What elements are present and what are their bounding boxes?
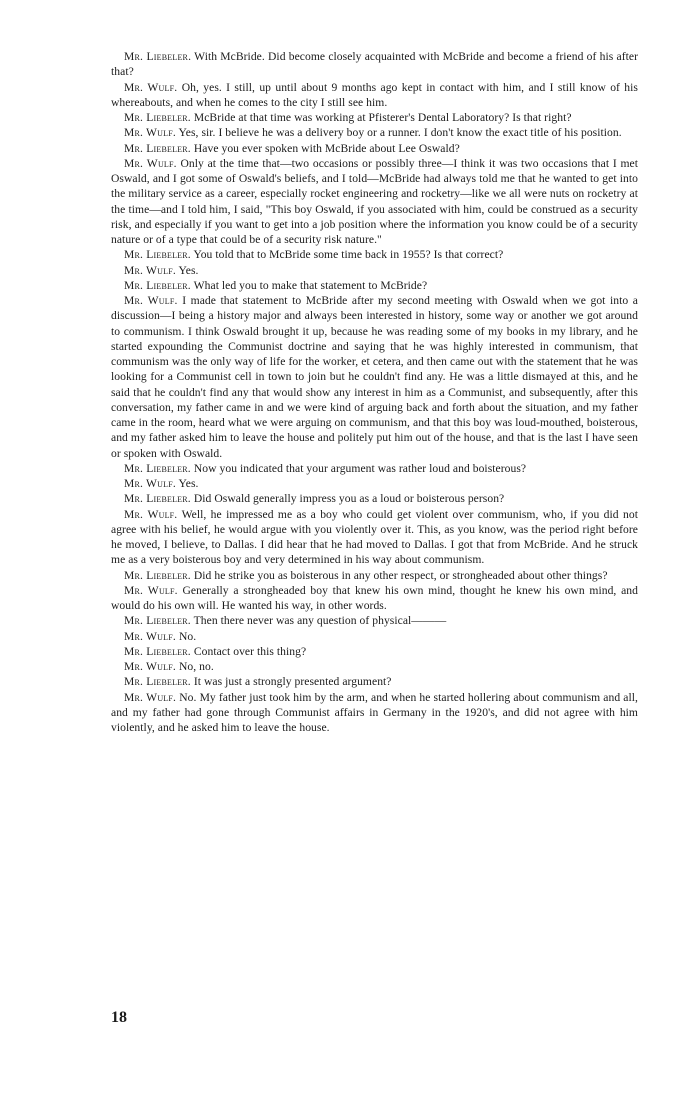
testimony-text: With McBride. Did become closely acquainted with McBride and become a friend of his after that?	[111, 50, 638, 79]
transcript-paragraph	[111, 644, 638, 659]
testimony-text: Well, he impressed me as a boy who could get violent over communism, who, if you did not agree with his belief, he would argue with you violently over it. This, as you know, was the period right before he moved, I believe, to Dallas. I did hear that he had moved to Dallas. I got that from McBride. And he struck me as a very boisterous boy and very determined in his way about communism.	[111, 507, 638, 567]
transcript-paragraph	[111, 491, 638, 506]
transcript-paragraph	[111, 278, 638, 293]
speaker-name: Mr. Liebeler.	[124, 278, 191, 292]
transcript-paragraph	[111, 293, 638, 461]
transcript-paragraph	[111, 156, 638, 248]
page-number: 18	[111, 1009, 127, 1026]
transcript-paragraph	[111, 141, 638, 156]
testimony-text: No.	[178, 629, 197, 643]
testimony-text: I made that statement to McBride after my second meeting with Oswald when we got into a discussion—I being a history major and always been interested in history, some way or another we got around to communism. I think Oswald brought it up, because he was reading some of my books in my library, and he started expounding the Communist doctrine and saying that he was highly interested in communism, that communism was the only way of life for the worker, et cetera, and then came out with the statement that he was looking for a Communist cell in town to join but he couldn't find any. He was a little dismayed at this, and he said that he couldn't find any that would show any interest in him as a Communist, and subsequently, after this conversation, my father came in and we were kind of arguing back and forth about the situation, and my father came in the room, heard what we were arguing on communism, and that this boy was loud-mouthed, boisterous, and my father asked him to leave the house and politely put him out of the house, and that is the last I have seen or spoken with Oswald.	[111, 294, 639, 460]
transcript-paragraph	[111, 125, 638, 140]
transcript-paragraph	[111, 247, 638, 262]
speaker-name: Mr. Liebeler.	[124, 141, 191, 155]
transcript-paragraph	[111, 263, 638, 278]
testimony-text: You told that to McBride some time back in 1955? Is that correct?	[193, 248, 504, 262]
speaker-name: Mr. Wulf.	[124, 80, 178, 94]
transcript-paragraph	[111, 461, 638, 476]
speaker-name: Mr. Liebeler.	[124, 50, 192, 63]
testimony-text: Now you indicated that your argument was rather loud and boisterous?	[193, 461, 527, 475]
transcript-paragraph	[111, 476, 638, 491]
transcript-paragraph	[111, 613, 638, 628]
testimony-text: No, no.	[178, 660, 214, 673]
speaker-name: Mr. Wulf.	[124, 583, 178, 597]
transcript-body	[111, 49, 638, 735]
speaker-name: Mr. Liebeler.	[124, 644, 191, 658]
testimony-text: No. My father just took him by the arm, and when he started hollering about communism and all, and my father had gone through Communist affairs in Germany in the 1920's, and did not agree with him violently, and he asked him to leave the house.	[111, 690, 638, 734]
testimony-text: Yes.	[178, 477, 199, 490]
transcript-paragraph	[111, 110, 638, 125]
transcript-paragraph	[111, 629, 638, 644]
speaker-name: Mr. Wulf.	[124, 660, 176, 673]
testimony-text: Did Oswald generally impress you as a loud or boisterous person?	[193, 492, 505, 506]
testimony-text: Generally a strongheaded boy that knew his own mind, thought he knew his own mind, and would do his own will. He wanted his way, in other words.	[111, 583, 638, 612]
speaker-name: Mr. Wulf.	[124, 294, 178, 307]
transcript-paragraph	[111, 674, 638, 689]
speaker-name: Mr. Wulf.	[124, 477, 176, 490]
speaker-name: Mr. Wulf.	[124, 156, 177, 170]
speaker-name: Mr. Liebeler.	[124, 492, 191, 506]
speaker-name: Mr. Wulf.	[124, 126, 176, 140]
transcript-paragraph	[111, 49, 638, 80]
speaker-name: Mr. Liebeler.	[124, 248, 191, 262]
speaker-name: Mr. Liebeler.	[124, 461, 191, 475]
speaker-name: Mr. Wulf.	[124, 263, 176, 277]
transcript-paragraph	[111, 659, 638, 674]
testimony-text: Then there never was any question of physical———	[193, 614, 447, 628]
transcript-paragraph	[111, 690, 638, 736]
transcript-paragraph	[111, 80, 638, 111]
testimony-text: Contact over this thing?	[193, 644, 307, 658]
speaker-name: Mr. Wulf.	[124, 629, 176, 643]
speaker-name: Mr. Wulf.	[124, 690, 177, 704]
speaker-name: Mr. Wulf.	[124, 507, 178, 521]
testimony-text: Did he strike you as boisterous in any other respect, or strongheaded about other things?	[193, 568, 608, 582]
testimony-text: It was just a strongly presented argument?	[193, 675, 392, 689]
testimony-text: Yes, sir. I believe he was a delivery boy or a runner. I don't know the exact title of his position.	[178, 126, 622, 140]
transcript-paragraph	[111, 568, 638, 583]
testimony-text: Yes.	[178, 263, 199, 277]
testimony-text: Only at the time that—two occasions or possibly three—I think it was two occasions that I met Oswald, and I got some of Oswald's beliefs, and I told—McBride had always told me that he wanted to get into the military service as a career, especially rocket engineering and rocketry—like we all were nuts on rocketry at the time—and I told him, I said, "This boy Oswald, if you associated with him, could be construed as a security risk, and especially if you want to get into a job position where the information you know could be of a security nature or of a type that could be of a security risk nature."	[111, 156, 638, 246]
transcript-paragraph	[111, 507, 638, 568]
speaker-name: Mr. Liebeler.	[124, 111, 191, 124]
testimony-text: Have you ever spoken with McBride about Lee Oswald?	[193, 141, 460, 155]
testimony-text: Oh, yes. I still, up until about 9 months ago kept in contact with him, and I still know of his whereabouts, and when he comes to the city I still see him.	[111, 80, 638, 109]
speaker-name: Mr. Liebeler.	[124, 675, 191, 689]
testimony-text: McBride at that time was working at Pfisterer's Dental Laboratory? Is that right?	[193, 111, 572, 124]
speaker-name: Mr. Liebeler.	[124, 614, 191, 628]
transcript-paragraph	[111, 583, 638, 614]
speaker-name: Mr. Liebeler.	[124, 568, 191, 582]
testimony-text: What led you to make that statement to McBride?	[193, 278, 428, 292]
